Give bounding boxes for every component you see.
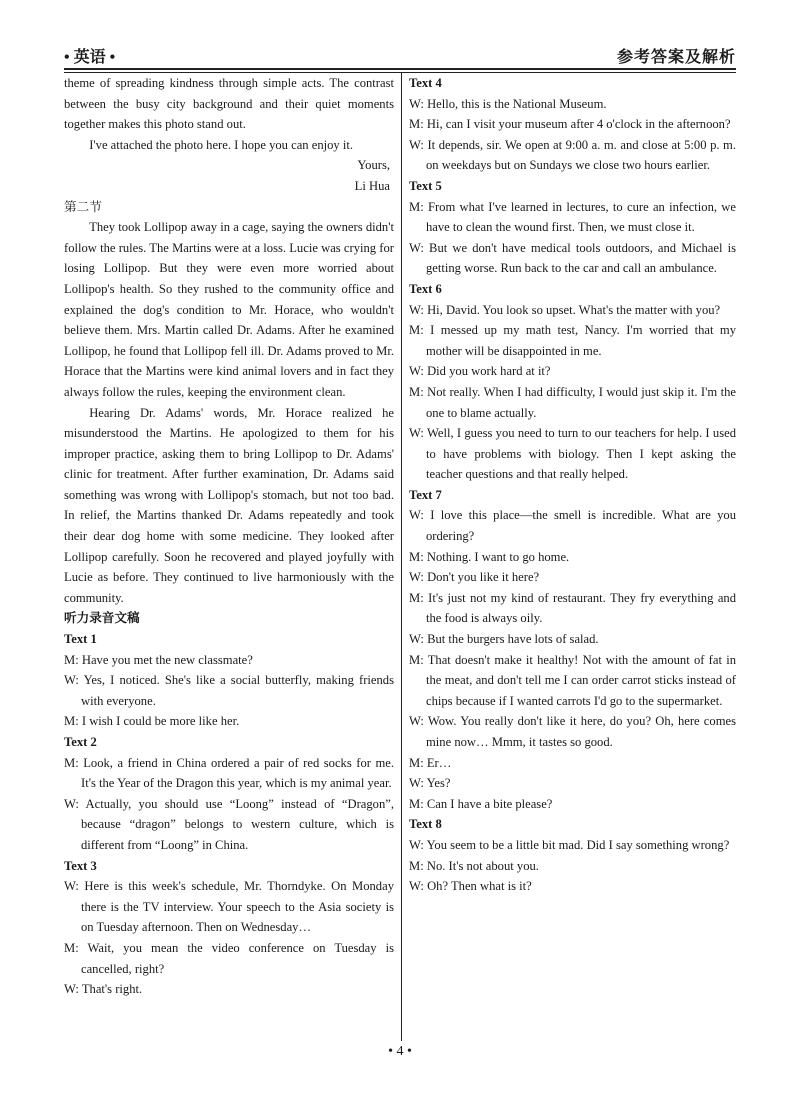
dialogue-line: M: Look, a friend in China ordered a pair of red socks for me. It's the Year of the Dragon this year, which is my animal year. [64, 755, 394, 791]
page-number: • 4 • [388, 1044, 412, 1059]
dialogue-line: M: That doesn't make it healthy! Not with the amount of fat in the meat, and don't tell me I can order carrot sticks instead of chips because if I wanted carrots I'd go to the supermarket. [409, 652, 736, 708]
dialogue-line: W: I love this place—the smell is incredible. What are you ordering? [409, 508, 736, 544]
text-title: Text 1 [64, 632, 97, 647]
dialogue-line: M: Hi, can I visit your museum after 4 o'clock in the afternoon? [409, 117, 731, 132]
dialogue-line: W: Here is this week's schedule, Mr. Thorndyke. On Monday there is the TV interview. Your speech to the Asia society is on Tuesday afternoon. Then on Wednesday… [64, 879, 394, 935]
dialogue-line: W: But we don't have medical tools outdoors, and Michael is getting worse. Run back to the car and call an ambulance. [409, 240, 736, 276]
right-column [409, 73, 736, 897]
left-column [64, 73, 394, 1000]
dialogue-line: W: Hi, David. You look so upset. What's the matter with you? [409, 302, 721, 317]
dialogue-line: M: From what I've learned in lectures, to cure an infection, we have to clean the wound first. Then, we must close it. [409, 199, 736, 235]
dialogue-line: M: Nothing. I want to go home. [409, 549, 570, 564]
dialogue-line: M: It's just not my kind of restaurant. They fry everything and the food is always oily. [409, 590, 736, 626]
column-divider [401, 73, 402, 1041]
text-title: Text 4 [409, 76, 442, 90]
dialogue-line: M: Not really. When I had difficulty, I would just skip it. I'm the one to blame actually. [409, 384, 736, 420]
dialogue-line: W: It depends, sir. We open at 9:00 a. m. and close at 5:00 p. m. on weekdays but on Sundays we close two hours earlier. [409, 137, 736, 173]
text-title: Text 7 [409, 487, 442, 502]
dialogue-line: W: But the burgers have lots of salad. [409, 632, 599, 647]
dialogue-line: M: Have you met the new classmate? [64, 652, 253, 667]
dialogue-line: M: Er… [409, 755, 452, 770]
dialogue-line: M: Can I have a bite please? [409, 796, 553, 811]
dialogue-line: W: You seem to be a little bit mad. Did I say something wrong? [409, 837, 730, 852]
text-title: Text 5 [409, 178, 442, 193]
dialogue-line: W: Yes? [409, 776, 451, 791]
dialogue-line: M: No. It's not about you. [409, 858, 539, 873]
dialogue-line: W: Actually, you should use “Loong” instead of “Dragon”, because “dragon” belongs to western culture, which is different from “Loong” in China. [64, 796, 394, 852]
dialogue-line: W: Don't you like it here? [409, 570, 540, 585]
dialogue-line: W: Yes, I noticed. She's like a social butterfly, making friends with everyone. [64, 673, 394, 708]
story-paragraph: They took Lollipop away in a cage, saying the owners didn't follow the rules. The Martins were at a loss. Lucie was crying for losing Lollipop. But they were even more worried about Lollipop's health. So they rushed to the community office and explained the dog's condition to Mr. Horace, who wouldn't believe them. Mrs. Martin called Dr. Adams. After he examined Lollipop, he found that Lollipop fell ill. Dr. Adams proved to Mr. Horace that the Martins were kind animal lovers and in fact they always follow the rules, keeping the environment clean. [64, 220, 394, 399]
dialogue-line: W: Wow. You really don't like it here, do you? Oh, here comes mine now… Mmm, it tastes so good. [409, 714, 736, 749]
dialogue-line: M: I wish I could be more like her. [64, 714, 240, 729]
dialogue-line: M: Wait, you mean the video conference on Tuesday is cancelled, right? [64, 940, 394, 976]
subject-label: • 英语 • [64, 49, 116, 66]
story-paragraph: Hearing Dr. Adams' words, Mr. Horace realized he misunderstood the Martins. He apologized to them for his improper practice, asking them to bring Lollipop to Dr. Adams' clinic for treatment. After further examination, Dr. Adams said something was wrong with Lollipop's stomach, but not too bad. In relief, the Martins thanked Dr. Adams repeatedly and took their dear dog home with some medicine. They looked after Lollipop carefully. Soon he recovered and played joyfully with Lucie as before. They continued to live harmoniously with the community. [64, 405, 394, 605]
intro-paragraph: I've attached the photo here. I hope you can enjoy it. [89, 137, 354, 152]
intro-paragraph: theme of spreading kindness through simple acts. The contrast between the busy city background and their quiet moments together makes this photo stand out. [64, 76, 394, 132]
section-label: 参考答案及解析 [616, 49, 736, 66]
text-title: Text 3 [64, 858, 97, 873]
dialogue-line: W: That's right. [64, 982, 143, 997]
dialogue-line: W: Oh? Then what is it? [409, 879, 532, 894]
text-title: Text 2 [64, 735, 97, 749]
letter-signature: Li Hua [354, 178, 390, 193]
dialogue-line: W: Well, I guess you need to turn to our teachers for help. I used to have problems with biology. Then I kept asking the teacher questions and that really helped. [409, 426, 736, 482]
dialogue-line: W: Did you work hard at it? [409, 364, 551, 379]
letter-closing: Yours, [357, 158, 390, 173]
dialogue-line: W: Hello, this is the National Museum. [409, 96, 607, 111]
text-title: Text 8 [409, 817, 442, 832]
page-header [64, 44, 736, 66]
transcript-title: 听力录音文稿 [64, 610, 140, 626]
text-title: Text 6 [409, 281, 442, 296]
header-rule-thick [64, 68, 736, 70]
section-2-title: 第二节 [64, 198, 102, 214]
dialogue-line: M: I messed up my math test, Nancy. I'm worried that my mother will be disappointed in me. [409, 323, 736, 358]
